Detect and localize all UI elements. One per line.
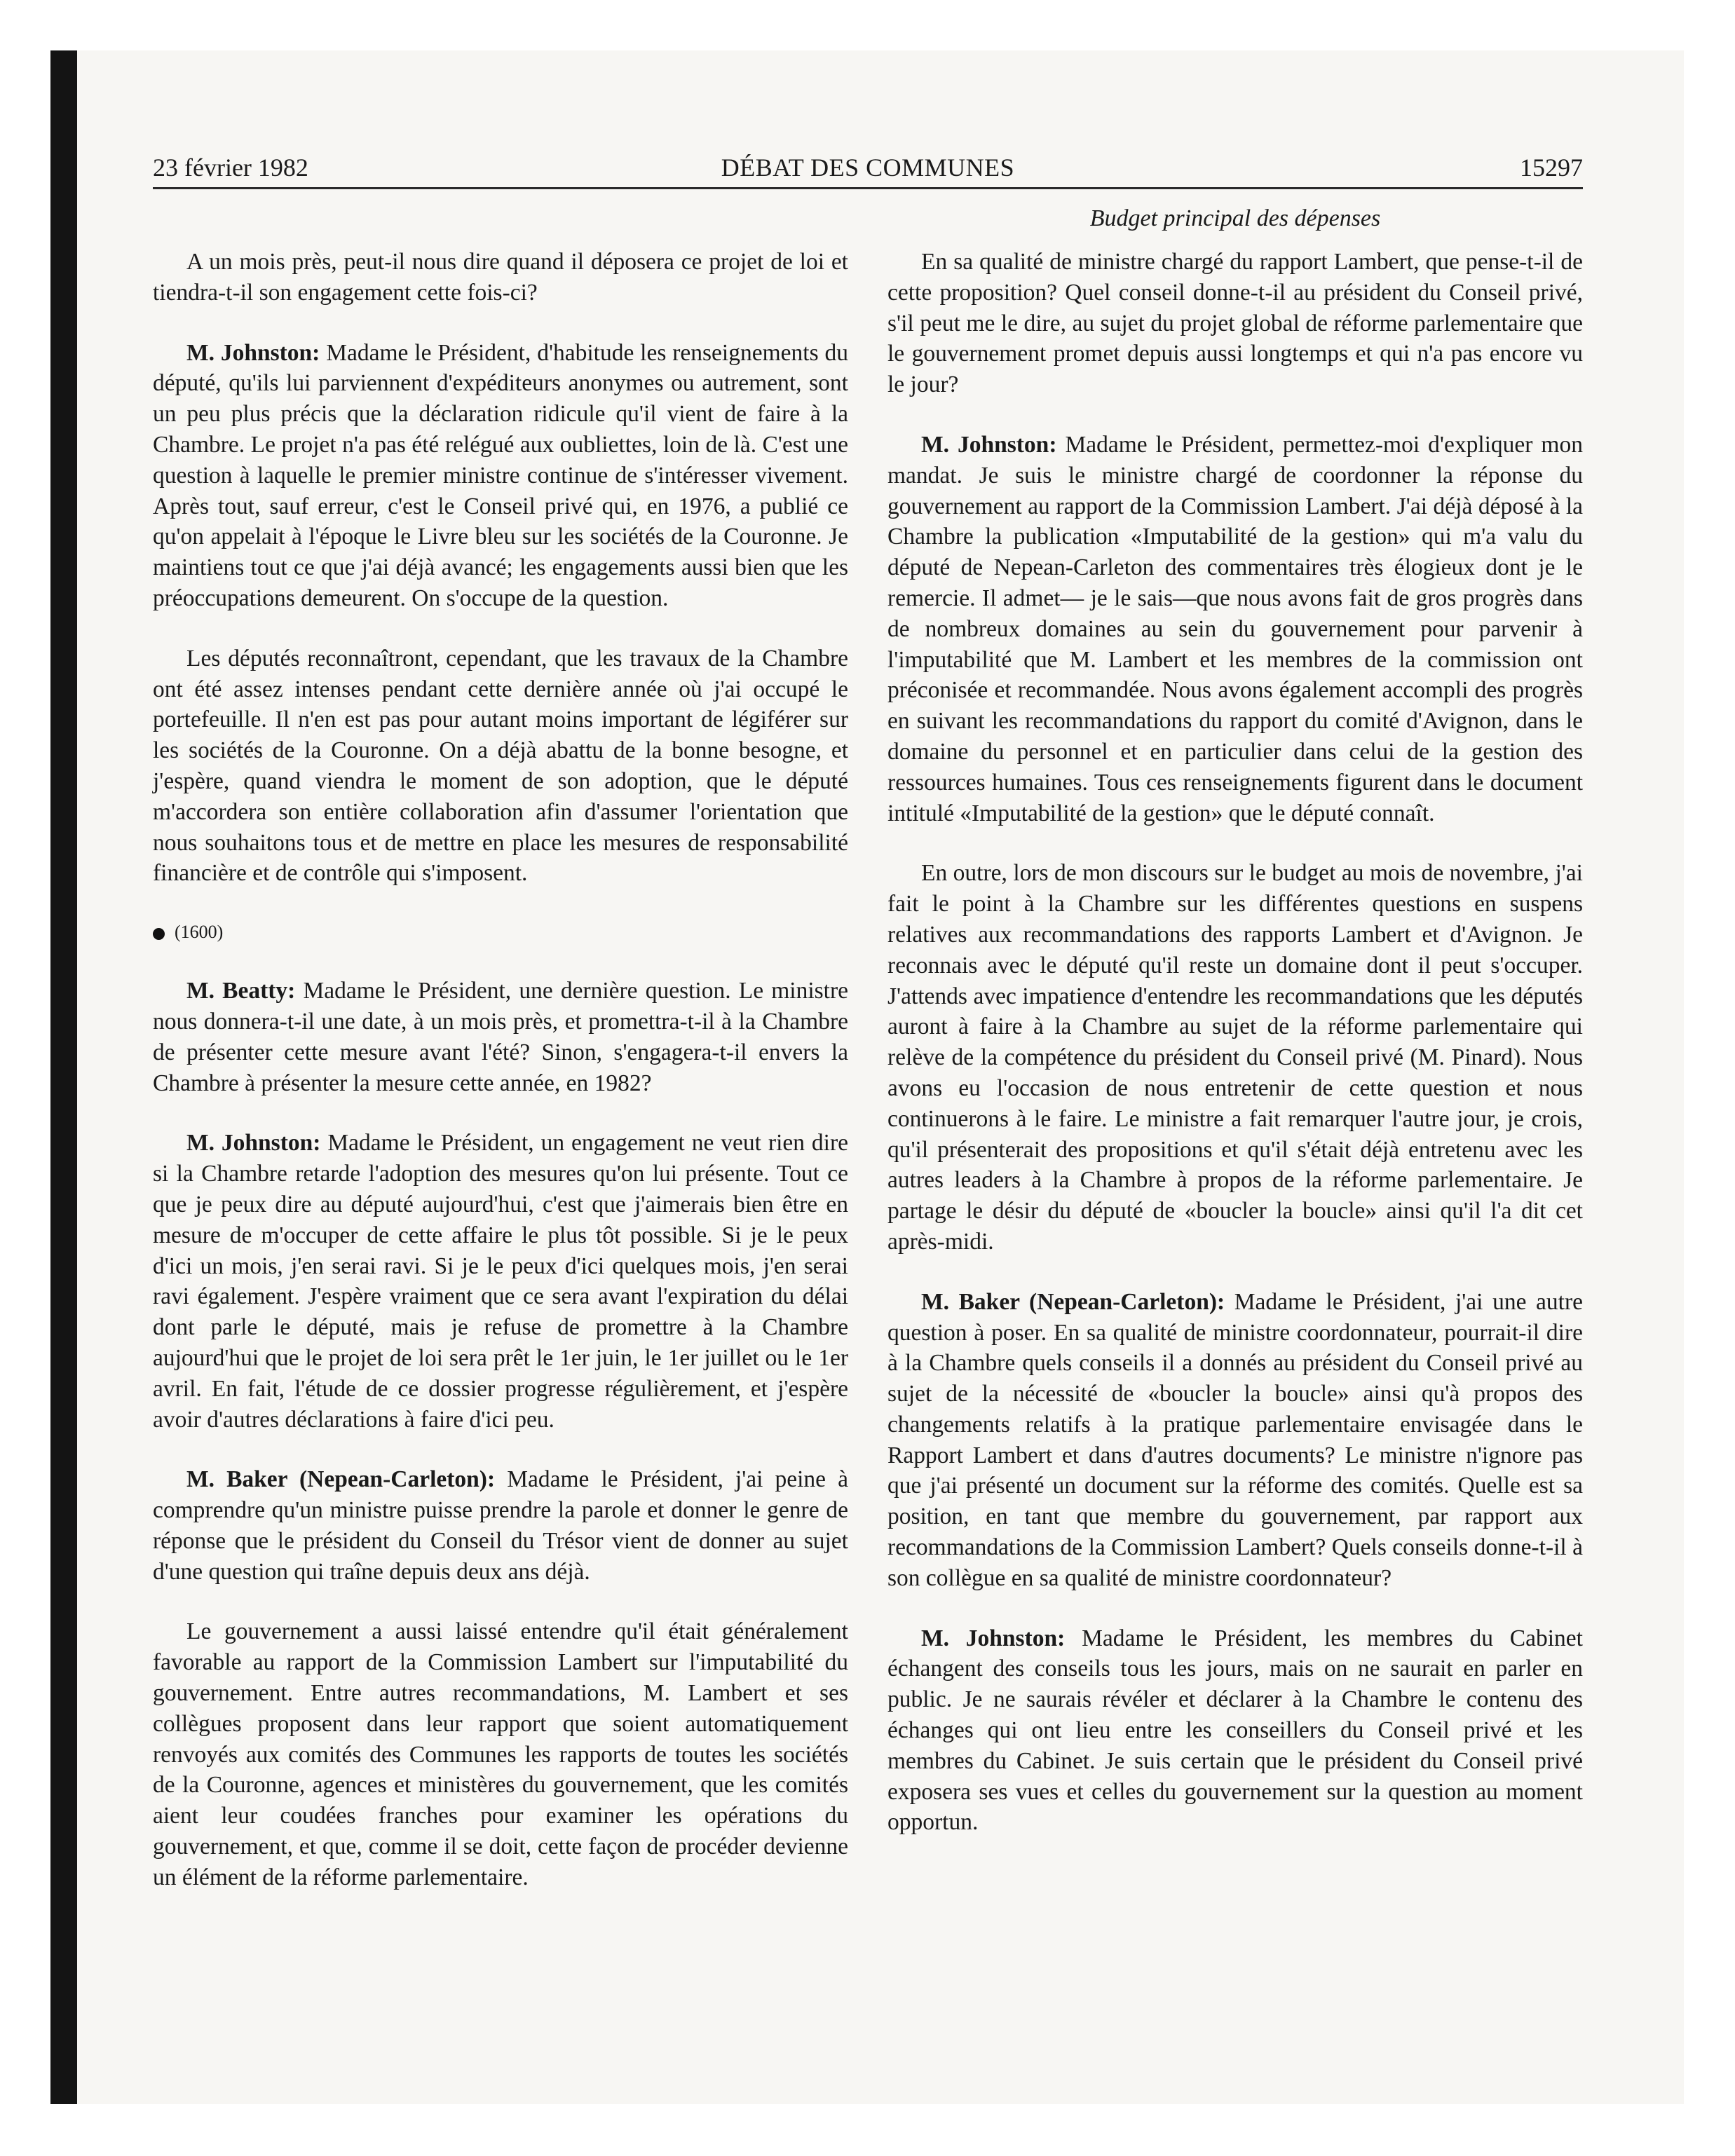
paragraph — [153, 643, 848, 889]
paragraph — [153, 1128, 848, 1435]
paragraph-text: Madame le Président, les membres du Cabinet échangent des conseils tous les jours, mais on ne saurait en parler en public. Je ne saurais révéler et déclarer à la Chambre le contenu des échanges qui ont lieu entre les conseillers du Conseil privé et les membres du Cabinet. Je suis certain que le président du Conseil privé exposera ses vues et celles du gouvernement sur la question au moment opportun. — [887, 1625, 1583, 1836]
bullet-icon — [153, 928, 165, 940]
right-column — [887, 247, 1583, 1867]
paragraph — [887, 1623, 1583, 1838]
section-title: Budget principal des dépenses — [1089, 205, 1381, 231]
speaker-name: M. Johnston: — [921, 1625, 1066, 1651]
left-column — [153, 247, 848, 1923]
header-date: 23 février 1982 — [153, 153, 308, 182]
speaker-name: M. Johnston: — [186, 1130, 321, 1157]
page-number: 15297 — [1520, 153, 1583, 182]
paragraph-text: Madame le Président, j'ai une autre question à poser. En sa qualité de ministre coordonnateur, pourrait-il dire à la Chambre quels conseils il a donnés au président du Conseil privé au sujet de la nécessité de «boucler la boucle» ainsi qu'à propos des changements relatifs à la pratique parlementaire envisagée dans le Rapport Lambert et dans d'autres documents? Le ministre n'ignore pas que j'ai présenté un document sur la réforme des comités. Quelle est sa position, en tant que membre du gouvernement, par rapport aux recommandations de la Commission Lambert? Quels conseils donne-t-il à son collègue en sa qualité de ministre coordonnateur? — [887, 1288, 1583, 1591]
paragraph-text: En sa qualité de ministre chargé du rapport Lambert, que pense-t-il de cette proposition? Quel conseil donne-t-il au président du Conseil privé, s'il peut me le dire, au sujet du projet global de réforme parlementaire que le gouvernement promet depuis aussi longtemps et qui n'a pas encore vu le jour? — [887, 249, 1583, 398]
paragraph-text: Madame le Président, une dernière question. Le ministre nous donnera-t-il une date, à un mois près, et promettra-t-il à la Chambre de présenter cette mesure avant l'été? Sinon, s'engagera-t-il envers la Chambre à présenter la mesure cette année, en 1982? — [153, 978, 848, 1096]
speaker-name: M. Johnston: — [186, 339, 320, 366]
speaker-name: M. Baker (Nepean-Carleton): — [186, 1466, 496, 1493]
speaker-name: M. Baker (Nepean-Carleton): — [921, 1288, 1225, 1315]
paragraph-text: Madame le Président, permettez-moi d'expliquer mon mandat. Je suis le ministre chargé de coordonner la réponse du gouvernement au rapport de la Commission Lambert. J'ai déjà déposé à la Chambre la publication «Imputabilité de la gestion» qui m'a valu du député de Nepean-Carleton des commentaires très élogieux dont je le remercie. Il admet— je le sais—que nous avons fait de gros progrès dans de nombreux domaines au sein du gouvernement pour parvenir à l'imputabilité que M. Lambert et les membres de la commission ont préconisée et recommandée. Nous avons également accompli des progrès en suivant les recommandations du rapport du comité d'Avignon, dans le domaine du personnel et en particulier dans celui de la gestion des ressources humaines. Tous ces renseignements figurent dans le document intitulé «Imputabilité de la gestion» que le député connaît. — [887, 431, 1583, 826]
paragraph — [887, 247, 1583, 400]
page-header — [153, 150, 1583, 185]
paragraph-text: Madame le Président, un engagement ne veut rien dire si la Chambre retarde l'adoption des mesures qu'on lui présente. Tout ce que je peux dire au député aujourd'hui, c'est que j'aimerais bien être en mesure de m'occuper de cette affaire le plus tôt possible. Si je le peux d'ici un mois, j'en serai ravi. Si je le peux d'ici quelques mois, j'en serai ravi également. J'espère vraiment que ce sera avant l'expiration du délai dont parle le député, mais je refuse de promettre à la Chambre aujourd'hui que le projet de loi sera prêt le 1er juin, le 1er juillet ou le 1er avril. En fait, l'étude de ce dossier progresse régulièrement, et j'espère avoir d'autres déclarations à faire d'ici peu. — [153, 1130, 848, 1433]
scan-edge-bar — [50, 50, 77, 2104]
paragraph-text: Le gouvernement a aussi laissé entendre qu'il était généralement favorable au rapport de la Commission Lambert sur l'imputabilité du gouvernement. Entre autres recommandations, M. Lambert et ses collègues proposent dans leur rapport que soient automatiquement renvoyés aux comités des Communes les rapports de toutes les sociétés de la Couronne, agences et ministères du gouvernement, que les comités aient leur coudées franches pour examiner les opérations du gouvernement, et que, comme il se doit, cette façon de procéder devienne un élément de la réforme parlementaire. — [153, 1618, 848, 1890]
paragraph — [887, 430, 1583, 828]
header-title: DÉBAT DES COMMUNES — [721, 153, 1015, 182]
paragraph — [153, 976, 848, 1098]
paragraph — [153, 1464, 848, 1587]
paragraph-text: A un mois près, peut-il nous dire quand il déposera ce projet de loi et tiendra-t-il son engagement cette fois-ci? — [153, 249, 848, 306]
header-rule — [153, 187, 1583, 189]
paragraph — [153, 1616, 848, 1892]
paragraph — [153, 338, 848, 614]
paragraph-text: Madame le Président, j'ai peine à comprendre qu'un ministre puisse prendre la parole et donner le genre de réponse que le président du Conseil du Trésor vient de donner au sujet d'une question qui traîne depuis deux ans déjà. — [153, 1466, 849, 1585]
time-marker-text: (1600) — [175, 922, 224, 943]
paragraph — [887, 1287, 1583, 1594]
paragraph-text: Madame le Président, d'habitude les renseignements du député, qu'ils lui parviennent d'expéditeurs anonymes ou autrement, sont un peu plus précis que la déclaration ridicule qu'il vient de faire à la Chambre. Le projet n'a pas été relégué aux oubliettes, loin de là. C'est une question à laquelle le premier ministre continue de s'intéresser vivement. Après tout, sauf erreur, c'est le Conseil privé qui, en 1976, a publié ce qu'on appelait à l'époque le Livre bleu sur les sociétés de la Couronne. Je maintiens tout ce que j'ai déjà avancé; les engagements aussi bien que les préoccupations demeurent. On s'occupe de la question. — [153, 339, 848, 611]
paragraph — [887, 858, 1583, 1257]
speaker-name: M. Johnston: — [921, 431, 1057, 458]
paragraph-text: Les députés reconnaîtront, cependant, que les travaux de la Chambre ont été assez intenses pendant cette dernière année où j'ai occupé le portefeuille. Il n'en est pas pour autant moins important de légiférer sur les sociétés de la Couronne. On a déjà abattu de la bonne besogne, et j'espère, quand viendra le moment de son adoption, que le député m'accordera son entière collaboration afin d'assumer l'orientation que nous souhaitons tous et de mettre en place les mesures de responsabilité financière et de contrôle qui s'imposent. — [153, 645, 848, 887]
paragraph — [153, 247, 848, 308]
speaker-name: M. Beatty: — [186, 978, 296, 1004]
paragraph-text: En outre, lors de mon discours sur le budget au mois de novembre, j'ai fait le point à la Chambre sur les différentes questions en suspens relatives aux recommandations des rapports Lambert et d'Avignon. Je reconnais avec le député qu'il reste un domaine dont il peut s'occuper. J'attends avec impatience d'entendre les recommandations que les députés auront à faire à la Chambre au sujet de la réforme parlementaire qui relève de la compétence du président du Conseil privé (M. Pinard). Nous avons eu l'occasion de nous entretenir de cette question et nous continuerons à le faire. Le ministre a fait remarquer l'autre jour, je crois, qu'il présenterait des propositions et qu'il s'était déjà entretenu avec les autres leaders à la Chambre à propos de la réforme parlementaire. Je partage le désir du député de «boucler la boucle» ainsi qu'il l'a dit cet après-midi. — [887, 860, 1583, 1255]
time-marker — [153, 918, 848, 946]
